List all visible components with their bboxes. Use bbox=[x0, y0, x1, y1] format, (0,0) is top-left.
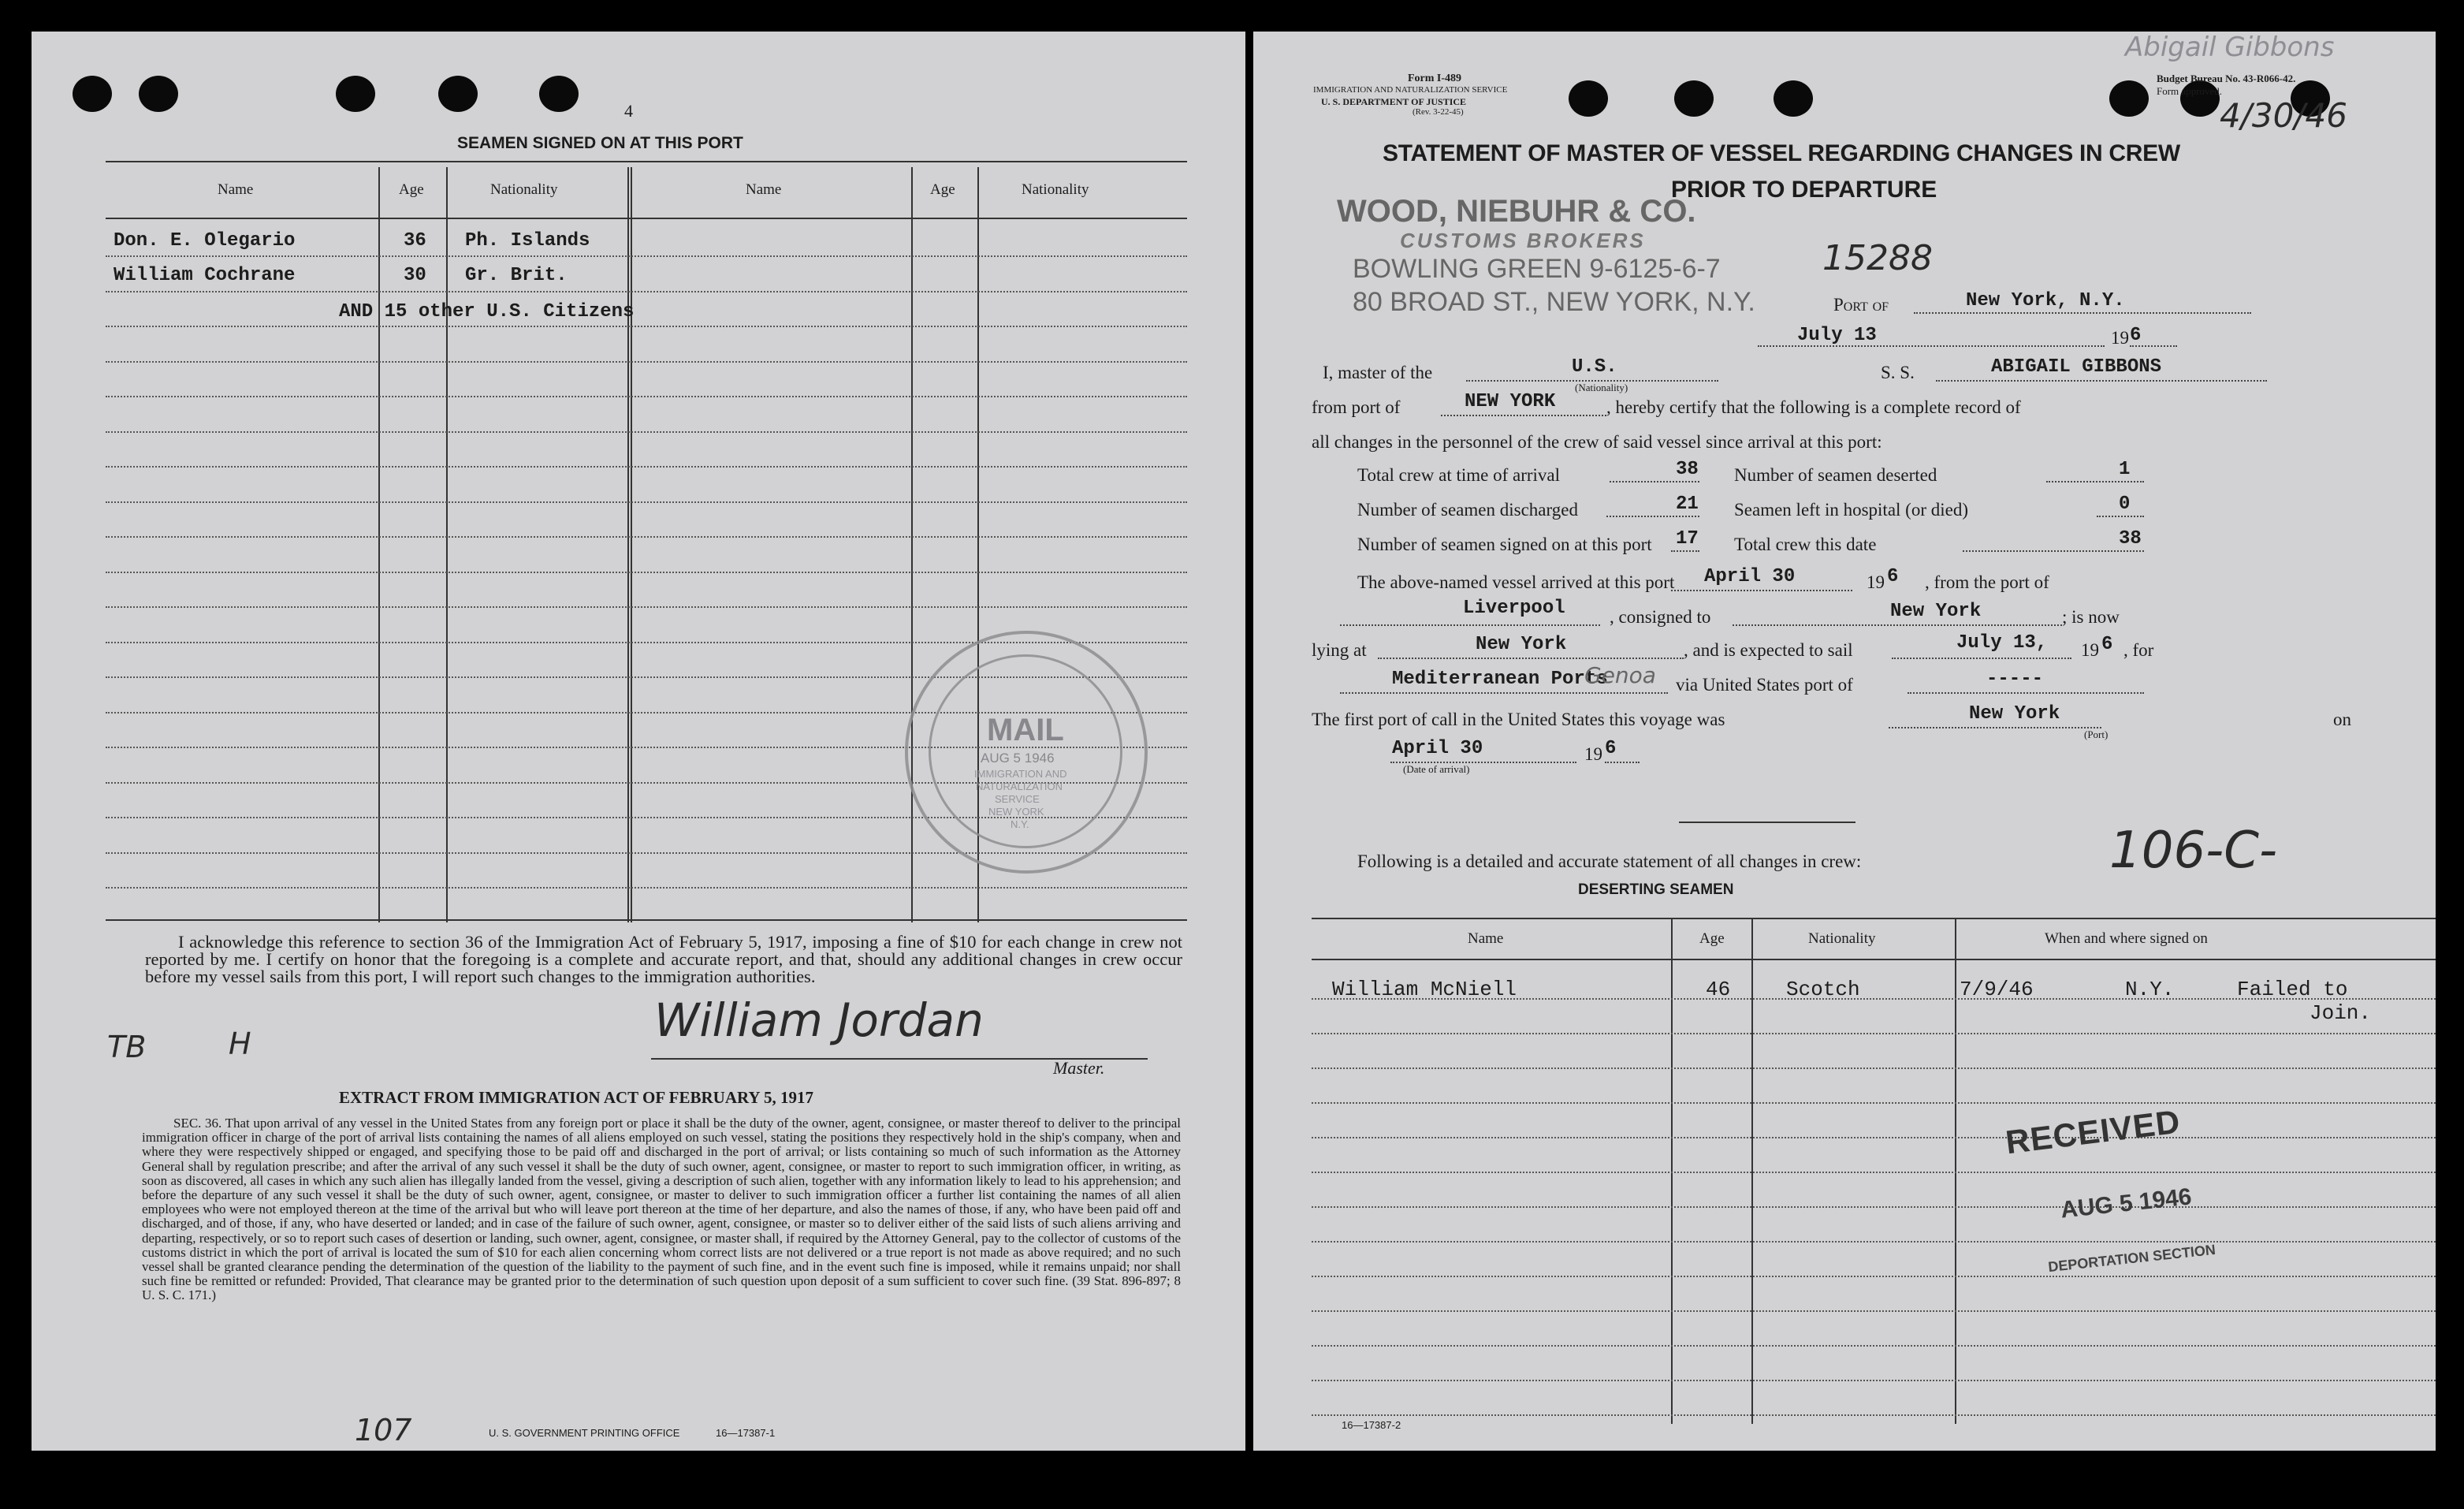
separator bbox=[1679, 822, 1855, 823]
row-rule bbox=[106, 255, 1187, 258]
stat-value: 0 bbox=[2119, 494, 2131, 515]
lying-value: New York bbox=[1476, 634, 1567, 655]
expected-label: , and is expected to sail bbox=[1684, 640, 1853, 660]
handwritten-note: Abigail Gibbons bbox=[2125, 32, 2335, 63]
row-rule bbox=[106, 431, 1187, 434]
table-top-rule bbox=[1312, 918, 2436, 919]
origin-port: Liverpool bbox=[1463, 598, 1565, 619]
punch-hole bbox=[73, 76, 112, 112]
fill-line bbox=[1671, 590, 1852, 591]
table-row-nationality: Ph. Islands bbox=[465, 230, 590, 251]
master-label: I, master of the bbox=[1323, 363, 1433, 382]
table-row-name: Don. E. Olegario bbox=[114, 230, 296, 251]
budget-bureau: Budget Bureau No. 43-R066-42. bbox=[2157, 73, 2296, 84]
fill-line bbox=[2097, 516, 2144, 517]
col-divider bbox=[627, 167, 629, 922]
arrival-date-value: April 30 bbox=[1392, 738, 1483, 759]
left-page bbox=[32, 32, 1245, 1451]
extract-title: EXTRACT FROM IMMIGRATION ACT OF FEBRUARY 5, 1917 bbox=[339, 1088, 814, 1107]
form-number: 16—17387-1 bbox=[716, 1427, 776, 1439]
row-rule bbox=[1312, 1241, 2436, 1243]
arrival-year: 6 bbox=[1605, 738, 1617, 759]
fill-line bbox=[1441, 415, 1606, 416]
year-prefix: 19 bbox=[1584, 744, 1602, 764]
certification-text: I acknowledge this reference to section 36 of the Immigration Act of February 5, 1917, imposing a fine of $10 for each change in crew not reported by me. I certify on honor that the foregoing is a complete and accurate report, and that, should any additional changes in crew occur before my vessel sails from this port, I will report such changes to the immigration authorities. bbox=[145, 932, 1182, 986]
port-caption: (Port) bbox=[2084, 728, 2109, 740]
arrived-date: April 30 bbox=[1704, 566, 1796, 587]
lying-label: lying at bbox=[1312, 640, 1367, 660]
via-label: via United States port of bbox=[1676, 675, 1853, 695]
punch-hole bbox=[438, 76, 478, 112]
row-rule bbox=[106, 396, 1187, 398]
handwritten-code: 106-C- bbox=[2109, 822, 2278, 880]
sail-year: 6 bbox=[2101, 634, 2113, 655]
nationality-caption: (Nationality) bbox=[1575, 382, 1628, 393]
row-rule bbox=[1312, 1380, 2436, 1382]
row-rule bbox=[1312, 1345, 2436, 1347]
table-row-age: 36 bbox=[404, 230, 426, 251]
row-rule bbox=[106, 606, 1187, 609]
from-the-port-label: , from the port of bbox=[1925, 572, 2049, 592]
table-row-age: 30 bbox=[404, 265, 426, 286]
punch-hole bbox=[139, 76, 178, 112]
from-port-label: from port of bbox=[1312, 397, 1401, 417]
col-header-age: Age bbox=[399, 181, 424, 198]
broker-stamp-line: WOOD, NIEBUHR & CO. bbox=[1337, 194, 1696, 229]
fill-line bbox=[1733, 624, 2062, 626]
row-rule bbox=[1312, 1102, 2436, 1105]
stat-value: 38 bbox=[1676, 459, 1699, 480]
row-rule bbox=[106, 572, 1187, 574]
received-stamp-date: AUG 5 1946 bbox=[2059, 1183, 2193, 1224]
punch-hole bbox=[1774, 80, 1813, 117]
nationality-value: U.S. bbox=[1572, 356, 1617, 378]
consigned-label: , consigned to bbox=[1610, 607, 1711, 627]
stat-value: 38 bbox=[2119, 528, 2142, 550]
fill-line bbox=[1610, 481, 1699, 483]
row-rule bbox=[1312, 1276, 2436, 1278]
stat-value: 21 bbox=[1676, 494, 1699, 515]
form-title: STATEMENT OF MASTER OF VESSEL REGARDING CHANGES IN CREW bbox=[1383, 140, 2180, 166]
desert-col-nationality: Nationality bbox=[1808, 930, 1876, 947]
deserter-place: N.Y. bbox=[2125, 978, 2175, 1001]
table-row-nationality: Gr. Brit. bbox=[465, 265, 568, 286]
for-label: , for bbox=[2123, 640, 2154, 660]
row-rule bbox=[1312, 1206, 2436, 1209]
fill-line bbox=[2130, 345, 2177, 347]
deserter-note: Failed to bbox=[2237, 978, 2348, 1001]
deserter-date: 7/9/46 bbox=[1960, 978, 2034, 1001]
stat-label: Total crew this date bbox=[1734, 535, 1877, 554]
first-port-value: New York bbox=[1969, 703, 2060, 725]
ship-name: ABIGAIL GIBBONS bbox=[1991, 356, 2162, 378]
broker-stamp-line: BOWLING GREEN 9-6125-6-7 bbox=[1353, 254, 1721, 284]
mail-stamp-text: IMMIGRATION AND bbox=[974, 768, 1067, 780]
punch-hole bbox=[336, 76, 375, 112]
col-header-age-2: Age bbox=[930, 181, 955, 198]
certify-text: , hereby certify that the following is a complete record of bbox=[1606, 397, 2021, 417]
stat-value: 17 bbox=[1676, 528, 1699, 550]
year-prefix: 19 bbox=[1867, 572, 1885, 592]
table-bottom-rule bbox=[106, 919, 1187, 921]
col-header-nationality: Nationality bbox=[490, 181, 558, 198]
ss-label: S. S. bbox=[1881, 363, 1915, 382]
col-header-name: Name bbox=[218, 181, 254, 198]
year-prefix: 19 bbox=[2081, 640, 2099, 660]
col-header-nationality-2: Nationality bbox=[1022, 181, 1089, 198]
col-divider bbox=[446, 167, 448, 922]
form-revision: (Rev. 3-22-45) bbox=[1413, 107, 1464, 117]
stat-label: Number of seamen deserted bbox=[1734, 465, 1937, 485]
initials: H bbox=[229, 1026, 251, 1061]
handwritten-number: 15288 bbox=[1822, 238, 1933, 278]
row-rule bbox=[106, 326, 1187, 328]
fill-line bbox=[1963, 550, 2144, 552]
stat-label: Seamen left in hospital (or died) bbox=[1734, 500, 1969, 520]
row-rule bbox=[106, 501, 1187, 504]
mail-stamp-text: NEW YORK bbox=[988, 806, 1044, 818]
table-note-row: AND 15 other U.S. Citizens bbox=[339, 301, 635, 322]
sail-date: July 13, bbox=[1956, 632, 2048, 654]
row-rule bbox=[106, 361, 1187, 363]
fill-line bbox=[1908, 692, 2144, 694]
stat-label: Total crew at time of arrival bbox=[1357, 465, 1561, 485]
row-rule bbox=[106, 536, 1187, 538]
punch-hole bbox=[1674, 80, 1714, 117]
handwritten-date: 4/30/46 bbox=[2220, 96, 2347, 135]
received-stamp: RECEIVED bbox=[2003, 1102, 2183, 1161]
arrived-label: The above-named vessel arrived at this port bbox=[1357, 572, 1675, 592]
handwritten-page-number: 107 bbox=[355, 1413, 412, 1448]
row-rule bbox=[1312, 1172, 2436, 1174]
fill-line bbox=[1914, 312, 2251, 314]
master-signature: William Jordan bbox=[654, 993, 984, 1047]
page-number: 4 bbox=[624, 101, 633, 121]
fill-line bbox=[2046, 481, 2144, 483]
fill-line bbox=[1605, 762, 1640, 763]
col-divider bbox=[378, 167, 380, 922]
broker-stamp-line: CUSTOMS BROKERS bbox=[1400, 229, 1646, 252]
extract-text: SEC. 36. That upon arrival of any vessel in the United States from any foreign port or place it shall be the duty of the owner, agent, consignee, or master thereof to deliver to the principal immigration officer in charge of the port of arrival lists containing the names of all aliens employed on such vessel, stating the positions they respectively hold in the ship's company, when and where they were respectively shipped or engaged, and specifying those to be paid off and discharged in the port of arrival; or lists containing so much of such information as the Attorney General shall by regulation prescribe; and after the arrival of any such vessel it shall be the duty of such owner, agent, consignee, or master to report to such immigration officer, in writing, as soon as discovered, all cases in which any such alien has illegally landed from the vessel, giving a description of such alien, together with any information likely to lead to his apprehension; and before the departure of any such vessel it shall be the duty of such owner, agent, consignee, or master to deliver to such immigration officer a further list containing the names of all alien employees who were not employed thereon at the time of the arrival but who will leave port thereon at the time of her departure, and also the names of those, if any, who have been paid off and discharged, and of those, if any, who have deserted or landed; and in case of the failure of such owner, agent, consignee, or master so to deliver either of the said lists of such aliens arriving and departing, respectively, or so to report such cases of desertion or landing, such owner, agent, consignee, or master shall, if required by the Attorney General, pay to the collector of customs of the customs district in which the port of arrival is located the sum of $10 for each alien concerning whom correct lists are not delivered or a true report is not made as above required; and no such vessel shall be granted clearance pending the determination of the question of the liability to the payment of such fine, and in the event such fine is imposed, while it remains unpaid; nor shall such fine be remitted or refunded: Provided, That clearance may be granted prior to the determination of such question upon deposit of a sum sufficient to cover such fine. (39 Stat. 896-897; 8 U. S. C. 171.) bbox=[142, 1116, 1181, 1303]
year-prefix: 19 bbox=[2111, 328, 2129, 348]
certify-text: all changes in the personnel of the crew of said vessel since arrival at this port: bbox=[1312, 432, 1882, 452]
row-rule bbox=[1312, 1033, 2436, 1035]
row-rule bbox=[1312, 1137, 2436, 1139]
stat-label: Number of seamen signed on at this port bbox=[1357, 535, 1652, 554]
table-header-rule bbox=[1312, 959, 2436, 960]
mail-stamp-text: NATURALIZATION bbox=[976, 781, 1063, 792]
row-rule bbox=[106, 887, 1187, 889]
row-rule bbox=[1312, 1067, 2436, 1070]
form-approved: Form approved. bbox=[2157, 85, 2223, 97]
table-title: SEAMEN SIGNED ON AT THIS PORT bbox=[457, 134, 743, 152]
punch-hole bbox=[2109, 80, 2149, 117]
deserter-age: 46 bbox=[1706, 978, 1731, 1001]
mail-stamp-date: AUG 5 1946 bbox=[981, 751, 1055, 766]
table-top-rule bbox=[106, 161, 1187, 162]
desert-col-name: Name bbox=[1468, 930, 1504, 947]
table-header-rule bbox=[106, 218, 1187, 219]
desert-col-age: Age bbox=[1699, 930, 1725, 947]
date-value: July 13 bbox=[1797, 325, 1877, 346]
fill-line bbox=[1671, 550, 1699, 552]
agency-line: U. S. DEPARTMENT OF JUSTICE bbox=[1321, 96, 1467, 107]
fill-line bbox=[1889, 727, 2101, 728]
date-caption: (Date of arrival) bbox=[1403, 763, 1470, 775]
table-row-name: William Cochrane bbox=[114, 265, 296, 286]
punch-hole bbox=[1569, 80, 1608, 117]
form-number: 16—17387-2 bbox=[1342, 1419, 1401, 1431]
broker-stamp-line: 80 BROAD ST., NEW YORK, N.Y. bbox=[1353, 287, 1755, 317]
agency-line: IMMIGRATION AND NATURALIZATION SERVICE bbox=[1313, 85, 1508, 95]
col-divider bbox=[631, 167, 632, 922]
via-value: ----- bbox=[1986, 669, 2044, 690]
deserter-note: Join. bbox=[2310, 1001, 2372, 1025]
form-subtitle: PRIOR TO DEPARTURE bbox=[1671, 177, 1937, 203]
mail-stamp-text: SERVICE bbox=[995, 793, 1040, 805]
signature-title: Master. bbox=[1053, 1058, 1105, 1078]
mail-stamp-center: MAIL bbox=[987, 713, 1064, 747]
fill-line bbox=[1936, 380, 2267, 382]
from-port-value: NEW YORK bbox=[1465, 391, 1556, 412]
row-rule bbox=[106, 466, 1187, 468]
stat-value: 1 bbox=[2119, 459, 2131, 480]
desert-col-signed-on: When and where signed on bbox=[2045, 930, 2208, 947]
row-rule bbox=[1312, 1414, 2436, 1417]
fill-line bbox=[1340, 624, 1600, 626]
arrived-year: 6 bbox=[1887, 566, 1899, 587]
col-header-name-2: Name bbox=[746, 181, 782, 198]
received-stamp-section: DEPORTATION SECTION bbox=[2047, 1241, 2216, 1276]
row-rule bbox=[106, 291, 1187, 293]
fill-line bbox=[1378, 658, 1684, 659]
destination: Mediterranean Ports bbox=[1392, 669, 1608, 690]
fill-line bbox=[1340, 692, 1668, 694]
deserter-name: William McNiell bbox=[1332, 978, 1517, 1001]
right-page bbox=[1253, 32, 2436, 1451]
port-label: Port of bbox=[1833, 295, 1889, 315]
initials: TB bbox=[107, 1030, 147, 1064]
col-divider bbox=[911, 167, 913, 922]
fill-line bbox=[1892, 658, 2071, 659]
handwritten-genoa: Genoa bbox=[1584, 662, 1656, 688]
punch-hole bbox=[539, 76, 579, 112]
port-value: New York, N.Y. bbox=[1966, 290, 2125, 311]
on-label: on bbox=[2333, 710, 2351, 729]
stat-label: Number of seamen discharged bbox=[1357, 500, 1578, 520]
printer-credit: U. S. GOVERNMENT PRINTING OFFICE bbox=[489, 1427, 680, 1439]
first-port-label: The first port of call in the United States this voyage was bbox=[1312, 710, 1725, 729]
following-text: Following is a detailed and accurate statement of all changes in crew: bbox=[1357, 851, 1862, 871]
mail-stamp-text: N.Y. bbox=[1011, 818, 1029, 830]
is-now-label: ; is now bbox=[2062, 607, 2120, 627]
date-year: 6 bbox=[2130, 325, 2142, 346]
mail-stamp bbox=[905, 631, 1148, 874]
deserting-title: DESERTING SEAMEN bbox=[1578, 881, 1734, 898]
row-rule bbox=[1312, 1310, 2436, 1313]
deserter-nationality: Scotch bbox=[1786, 978, 1860, 1001]
fill-line bbox=[1606, 516, 1699, 517]
consignee: New York bbox=[1890, 601, 1982, 622]
form-id: Form I-489 bbox=[1408, 73, 1462, 84]
